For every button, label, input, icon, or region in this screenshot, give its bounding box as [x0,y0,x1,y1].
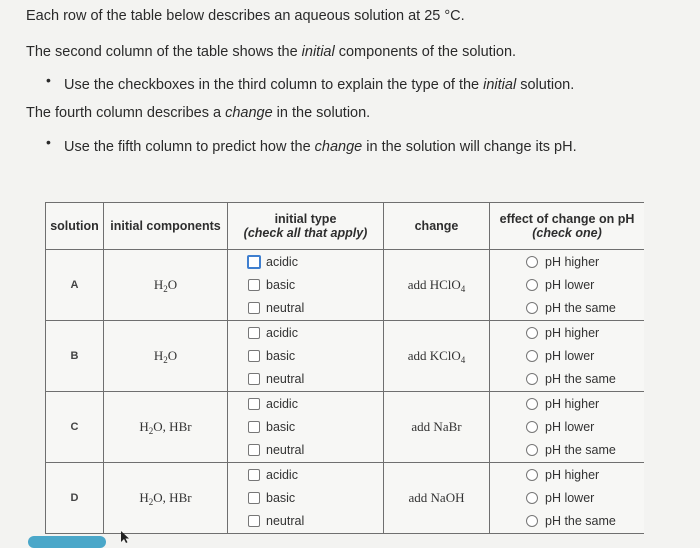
bullet-text-2-emphasis: change [314,139,363,155]
option-label: acidic [266,396,298,411]
intro-text-2a: The second column of the table shows the [26,44,302,60]
intro-text-3-emphasis: change [225,105,273,121]
intro-text-3a: The fourth column describes a [26,105,226,121]
option-label: neutral [266,301,305,316]
intro-line-1 [26,8,465,24]
option-label: pH higher [545,254,600,269]
effect-cell [490,392,645,463]
checkbox[interactable] [248,469,260,481]
intro-text-1: Each row of the table below describes an aqueous solution at 25 °C. [26,8,465,24]
change-text: add KClO [407,347,461,363]
header-effect-title: effect of change on pH [499,212,635,226]
effect-option-lower[interactable] [526,344,644,367]
initial-type-cell [228,250,384,321]
type-option-acidic[interactable] [248,250,383,273]
intro-line-3 [26,105,370,121]
type-option-neutral[interactable] [248,510,383,533]
option-label: pH the same [545,301,616,316]
initial-components [104,463,228,534]
solution-label: B [46,321,104,392]
bullet-text-1b: solution. [516,77,575,93]
radio-button[interactable] [526,469,538,481]
change-cell [384,321,490,392]
effect-option-lower[interactable] [526,415,644,438]
type-option-acidic[interactable] [248,392,383,415]
radio-button[interactable] [526,302,538,314]
radio-button[interactable] [526,279,538,291]
option-label: pH lower [545,277,595,292]
header-effect [490,203,645,250]
effect-option-higher[interactable] [526,392,644,415]
solutions-table-container [45,202,644,543]
checkbox[interactable] [248,373,260,385]
solutions-table [45,202,644,534]
option-label: basic [266,419,296,434]
bullet-text-2b: in the solution will change its pH. [362,139,577,155]
formula-subscript: 2 [163,283,168,294]
effect-option-same[interactable] [526,297,644,320]
effect-option-same[interactable] [526,439,644,462]
radio-button[interactable] [526,373,538,385]
effect-option-higher[interactable] [526,463,644,486]
checkbox[interactable] [248,492,260,504]
initial-type-cell [228,321,384,392]
option-label: pH lower [545,348,595,363]
option-label: pH the same [545,443,616,458]
header-initial-type [228,203,384,250]
initial-components [104,392,228,463]
effect-option-higher[interactable] [526,321,644,344]
header-effect-sub: (check one) [532,226,602,240]
formula-part: O, HBr [153,418,192,434]
change-text: add HClO [407,276,461,292]
type-option-neutral[interactable] [248,368,383,391]
option-label: pH higher [545,325,600,340]
bullet-1: • [46,72,51,88]
option-label: pH lower [545,490,595,505]
option-label: neutral [266,372,305,387]
table-header-row [46,203,645,250]
formula-part: H [139,418,149,434]
option-label: acidic [266,325,298,340]
bullet-text-1a: Use the checkboxes in the third column to explain the type of the [64,77,484,93]
option-label: pH the same [545,514,616,529]
checkbox[interactable] [248,515,260,527]
formula-subscript: 4 [460,354,466,365]
table-row [46,250,645,321]
initial-components [104,321,228,392]
formula-part: H [153,347,164,363]
bullet-line-2 [64,139,577,155]
checkbox[interactable] [248,421,260,433]
option-label: pH higher [545,396,600,411]
solution-label: A [46,250,104,321]
checkbox[interactable] [248,279,260,291]
type-option-basic[interactable] [248,273,383,296]
change-cell [384,392,490,463]
type-option-neutral[interactable] [248,439,383,462]
header-change: change [384,203,490,250]
header-initial-type-title: initial type [274,212,337,226]
type-option-basic[interactable] [248,415,383,438]
change-text: add NaOH [408,490,465,505]
type-option-acidic[interactable] [248,463,383,486]
effect-cell [490,321,645,392]
type-option-acidic[interactable] [248,321,383,344]
radio-button[interactable] [526,492,538,504]
option-label: basic [266,490,296,505]
formula-part: O, HBr [153,489,192,505]
effect-option-lower[interactable] [526,273,644,296]
checkbox[interactable] [248,444,260,456]
bottom-action-tab[interactable] [28,536,106,548]
option-label: pH the same [545,372,616,387]
effect-option-same[interactable] [526,510,644,533]
option-label: pH lower [545,419,595,434]
radio-button[interactable] [526,421,538,433]
bullet-line-1 [64,77,574,93]
bullet-text-2a: Use the fifth column to predict how the [64,139,315,155]
table-row [46,321,645,392]
type-option-basic[interactable] [248,344,383,367]
type-option-neutral[interactable] [248,297,383,320]
formula-subscript: 2 [148,425,154,436]
initial-type-cell [228,392,384,463]
type-option-basic[interactable] [248,486,383,509]
intro-text-2-emphasis: initial [301,44,335,60]
radio-button[interactable] [526,444,538,456]
solution-label: D [46,463,104,534]
formula-part: H [153,276,164,292]
mouse-cursor-icon [120,530,130,547]
initial-components [104,250,228,321]
option-label: acidic [266,467,298,482]
option-label: pH higher [545,467,600,482]
effect-option-higher[interactable] [526,250,644,273]
option-label: acidic [266,254,298,269]
change-cell [384,463,490,534]
checkbox[interactable] [248,327,260,339]
effect-option-same[interactable] [526,368,644,391]
header-initial-type-sub: (check all that apply) [243,226,368,240]
solution-label: C [46,392,104,463]
intro-text-3b: in the solution. [272,105,371,121]
formula-subscript: 4 [460,283,466,294]
effect-cell [490,463,645,534]
radio-button[interactable] [526,515,538,527]
formula-subscript: 2 [148,496,154,507]
table-row [46,463,645,534]
radio-button[interactable] [526,256,538,268]
formula-part: O [167,347,178,363]
bullet-text-1-emphasis: initial [483,77,517,93]
checkbox[interactable] [248,398,260,410]
option-label: basic [266,348,296,363]
formula-part: O [167,276,178,292]
bullet-2: • [46,134,51,150]
header-components: initial components [104,203,228,250]
radio-button[interactable] [526,327,538,339]
change-text: add NaBr [411,419,462,434]
checkbox[interactable] [248,350,260,362]
effect-cell [490,250,645,321]
option-label: basic [266,277,296,292]
radio-button[interactable] [526,350,538,362]
formula-subscript: 2 [163,354,168,365]
intro-line-2 [26,44,516,60]
option-label: neutral [266,443,305,458]
change-cell [384,250,490,321]
header-solution: solution [46,203,104,250]
table-row [46,392,645,463]
checkbox[interactable] [247,255,261,269]
checkbox[interactable] [248,302,260,314]
formula-part: H [139,489,149,505]
initial-type-cell [228,463,384,534]
radio-button[interactable] [526,398,538,410]
effect-option-lower[interactable] [526,486,644,509]
intro-text-2b: components of the solution. [334,44,517,60]
option-label: neutral [266,514,305,529]
